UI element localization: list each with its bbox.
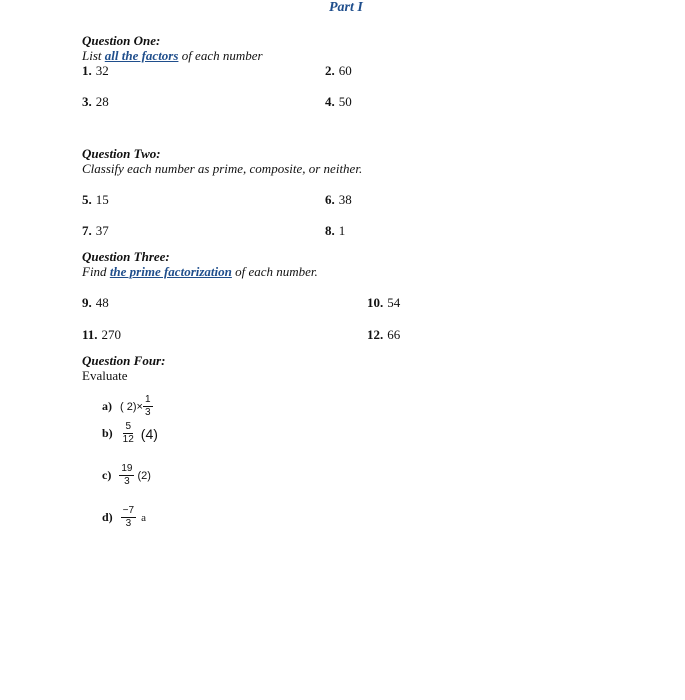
fraction xyxy=(121,505,136,530)
numerator: 5 xyxy=(125,421,132,432)
fraction xyxy=(121,421,136,446)
problem-number: 4. xyxy=(325,94,335,109)
problem-b xyxy=(102,421,158,446)
numerator: 19 xyxy=(121,463,133,474)
problem-9 xyxy=(82,295,109,311)
problem-number: 6. xyxy=(325,192,335,207)
problem-number: 9. xyxy=(82,295,92,310)
problem-number: 8. xyxy=(325,223,335,238)
problem-number: 1. xyxy=(82,63,92,78)
problem-12 xyxy=(367,327,400,343)
problem-11 xyxy=(82,327,121,343)
problem-8 xyxy=(325,223,345,239)
problem-value: 15 xyxy=(95,192,109,207)
problem-value: 50 xyxy=(338,94,352,109)
problem-c xyxy=(102,463,151,488)
problem-value: 32 xyxy=(95,63,109,78)
problem-label: a) xyxy=(102,399,112,413)
problem-3 xyxy=(82,94,109,110)
denominator: 3 xyxy=(125,518,132,529)
question-three-heading: Question Three: xyxy=(82,249,170,264)
problem-label: c) xyxy=(102,468,112,482)
problem-7 xyxy=(82,223,109,239)
problem-2 xyxy=(325,63,352,79)
instruction-text: List xyxy=(82,48,105,63)
expression-suffix: (2) xyxy=(137,469,151,482)
problem-value: 54 xyxy=(387,295,401,310)
instruction-text: of each number xyxy=(178,48,263,63)
problem-number: 12. xyxy=(367,327,384,342)
problem-label: b) xyxy=(102,426,113,440)
problem-a xyxy=(102,394,153,419)
question-four-heading: Question Four: xyxy=(82,353,166,368)
instruction-text: of each number. xyxy=(231,264,318,279)
page-title: Part I xyxy=(329,0,363,15)
denominator: 12 xyxy=(122,434,134,445)
fraction xyxy=(143,394,153,419)
expression-suffix: (4) xyxy=(140,425,158,442)
factors-link[interactable]: all the factors xyxy=(104,48,179,63)
problem-value: 28 xyxy=(95,94,109,109)
problem-value: 37 xyxy=(95,223,109,238)
problem-number: 5. xyxy=(82,192,92,207)
numerator: 1 xyxy=(144,394,151,405)
problem-d xyxy=(102,505,146,530)
numerator: −7 xyxy=(122,505,135,516)
expression-prefix: ( 2)× xyxy=(120,400,143,413)
problem-value: 48 xyxy=(95,295,109,310)
problem-value: 66 xyxy=(387,327,401,342)
question-one-heading: Question One: xyxy=(82,33,161,48)
denominator: 3 xyxy=(124,476,130,487)
problem-4 xyxy=(325,94,352,110)
problem-1 xyxy=(82,63,109,79)
problem-5 xyxy=(82,192,109,208)
question-one-instruction xyxy=(82,48,263,64)
problem-6 xyxy=(325,192,352,208)
expression-suffix: a xyxy=(141,511,146,524)
instruction-text: Find xyxy=(82,264,110,279)
problem-value: 60 xyxy=(338,63,352,78)
fraction xyxy=(119,463,134,488)
problem-value: 1 xyxy=(338,223,346,238)
problem-number: 2. xyxy=(325,63,335,78)
problem-value: 38 xyxy=(338,192,352,207)
problem-number: 3. xyxy=(82,94,92,109)
problem-value: 270 xyxy=(101,327,122,342)
question-two-heading: Question Two: xyxy=(82,146,161,161)
problem-number: 10. xyxy=(367,295,384,310)
denominator: 3 xyxy=(144,407,151,418)
problem-number: 11. xyxy=(82,327,98,342)
question-four-instruction: Evaluate xyxy=(82,368,128,383)
question-two-instruction: Classify each number as prime, composite, or neither. xyxy=(82,161,363,176)
problem-label: d) xyxy=(102,510,113,524)
problem-number: 7. xyxy=(82,223,92,238)
problem-10 xyxy=(367,295,400,311)
question-three-instruction xyxy=(82,264,318,280)
prime-factorization-link[interactable]: the prime factorization xyxy=(109,264,232,279)
